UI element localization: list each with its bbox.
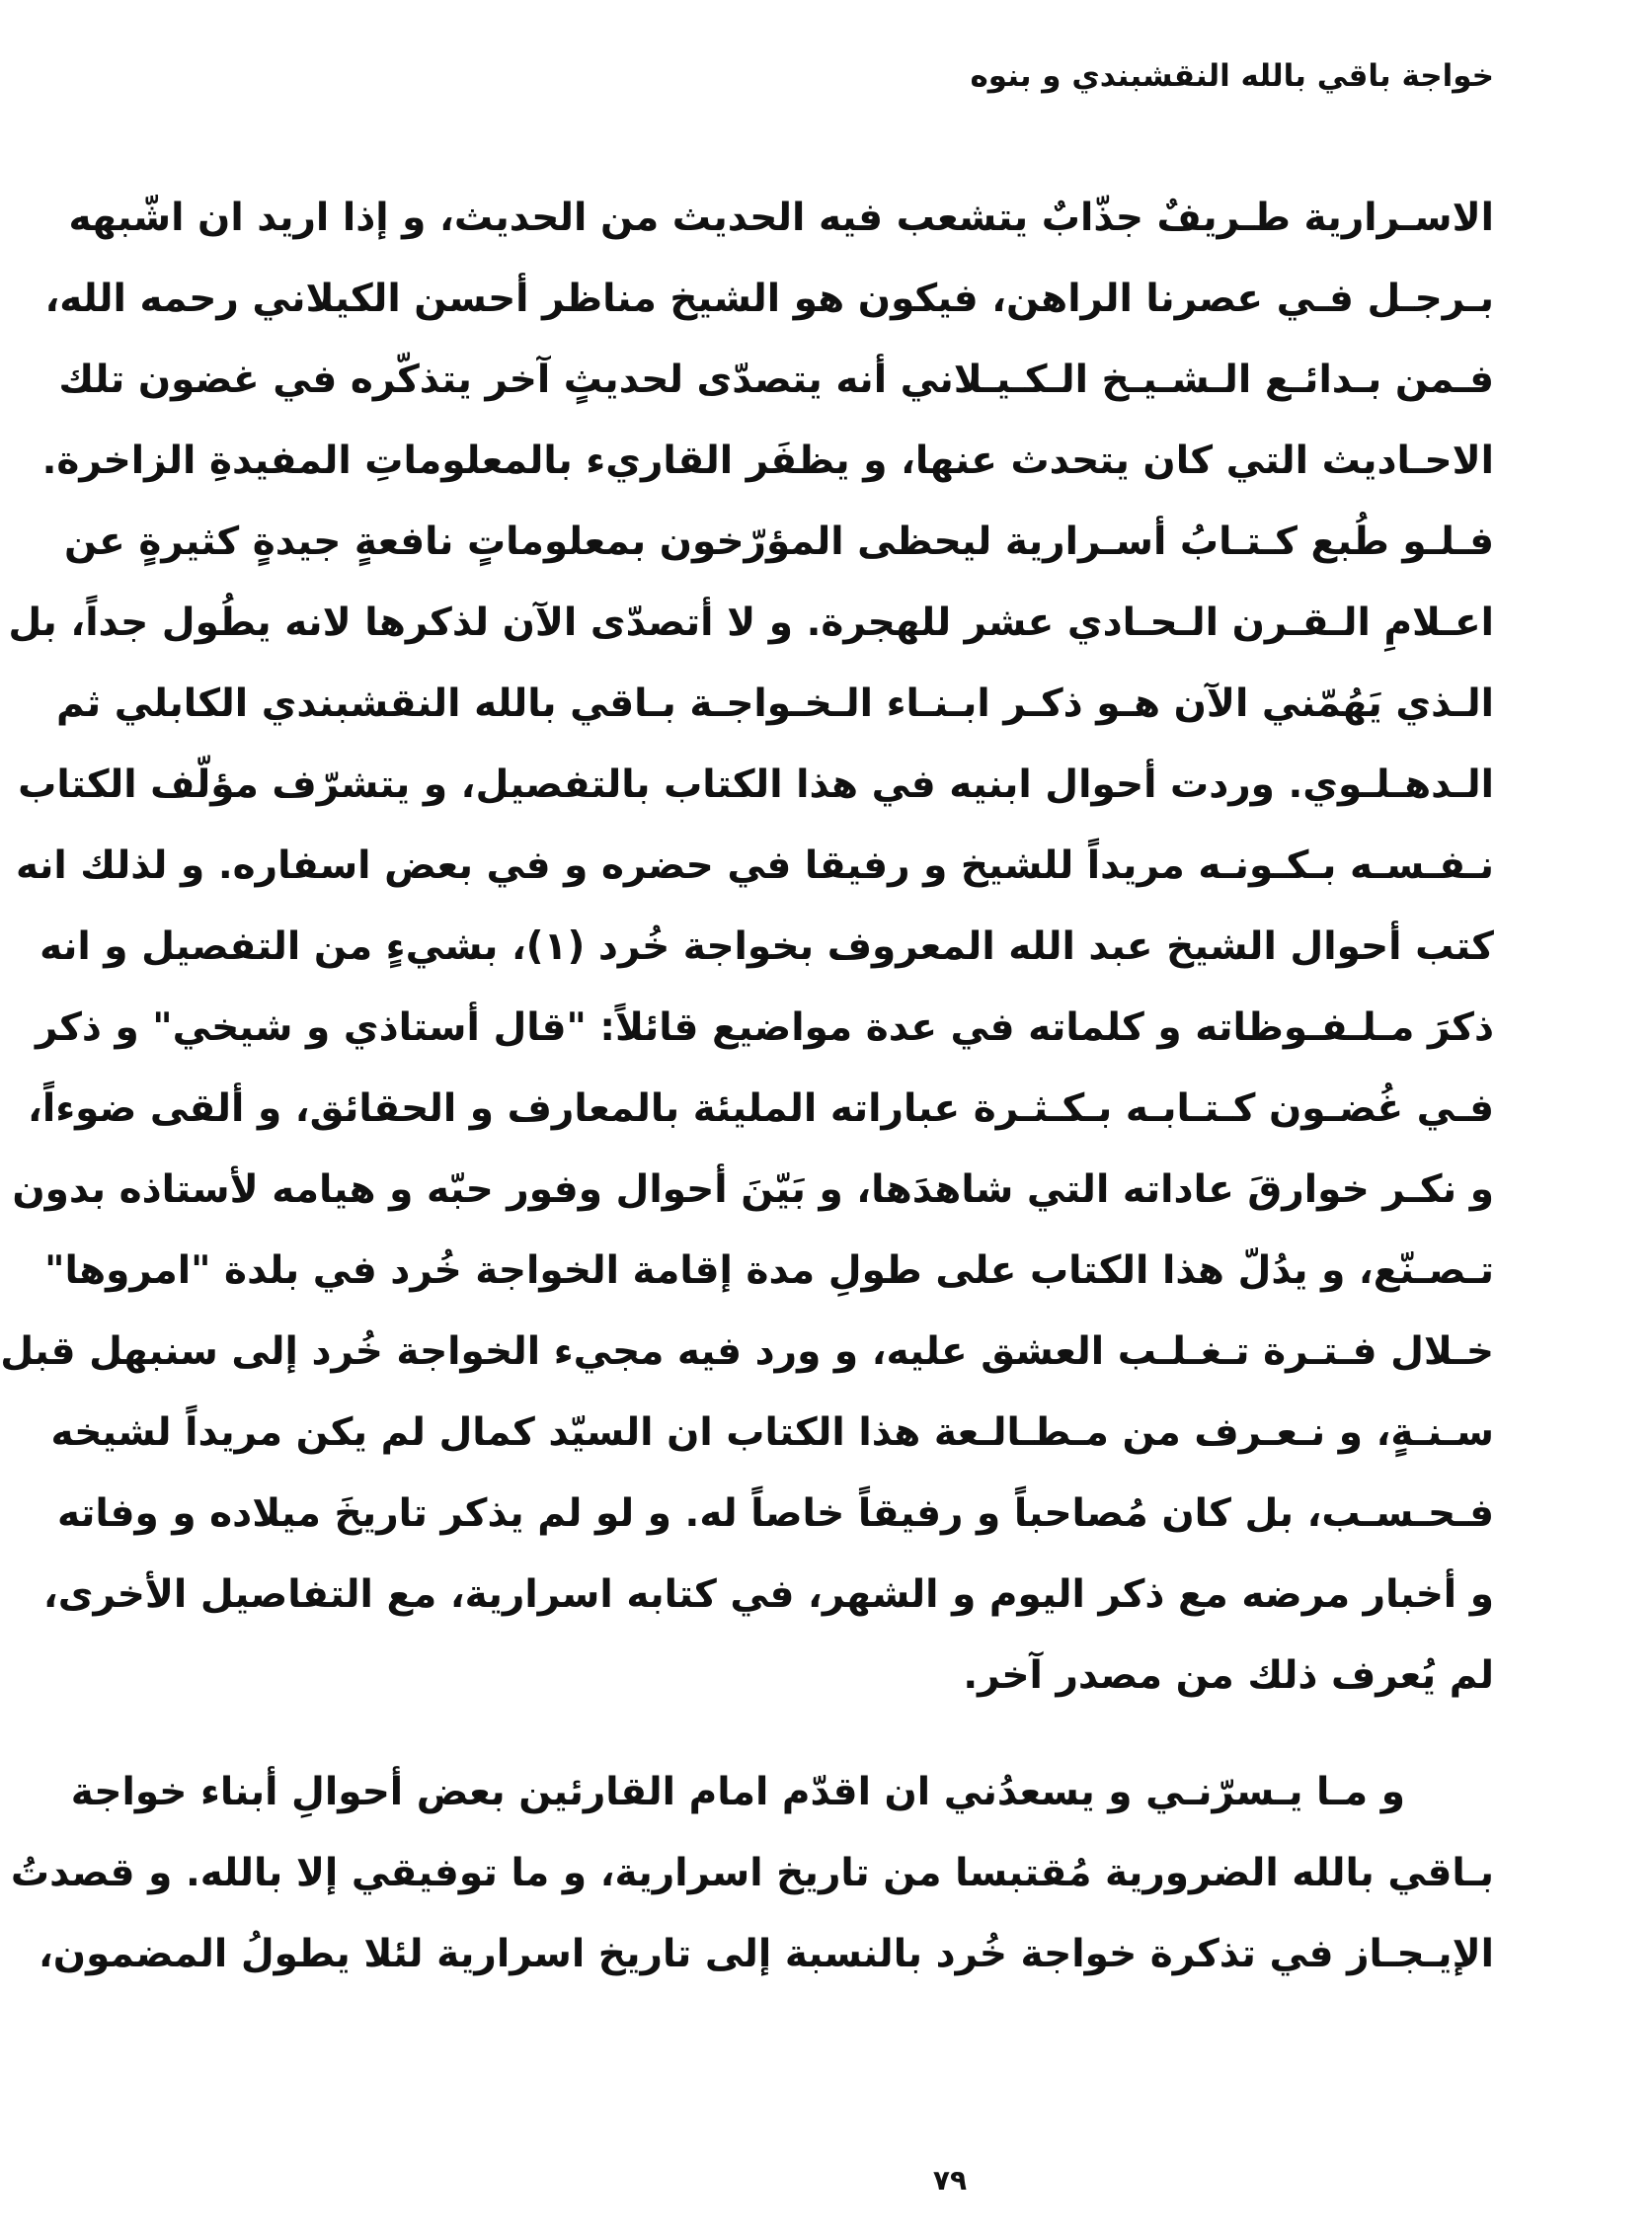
text-line: ذكرَ مـلـفـوظاته و كلماته في عدة مواضيع قائلاً: "قال أستاذي و شيخي" و ذكر — [35, 1005, 1494, 1050]
running-header: خواجة باقي بالله النقشبندي و بنوه — [970, 58, 1494, 94]
page-number: ٧٩ — [932, 2164, 968, 2197]
paragraph — [0, 178, 1494, 1717]
text-line: اعـلامِ الـقـرن الـحـادي عشر للهجرة. و لا أتصدّى الآن لذكرها لانه يطُول جداً، بل — [8, 600, 1494, 645]
text-line: فـمن بـدائـع الـشـيـخ الـكـيـلاني أنه يتصدّى لحديثٍ آخر يتذكّره في غضون تلك — [58, 358, 1494, 402]
paragraph — [10, 1752, 1494, 1995]
text-line: فـي غُضـون كـتـابـه بـكـثـرة عباراته المليئة بالمعارف و الحقائق، و ألقى ضوءاً، — [28, 1086, 1494, 1131]
text-line: تـصـنّع، و يدُلّ هذا الكتاب على طولِ مدة إقامة الخواجة خُرد في بلدة "امروها" — [44, 1248, 1494, 1293]
text-line: كتب أحوال الشيخ عبد الله المعروف بخواجة خُرد (١)، بشيءٍ من التفصيل و انه — [39, 924, 1494, 969]
text-line: فـحـسـب، بل كان مُصاحباً و رفيقاً خاصاً له. و لو لم يذكر تاريخَ ميلاده و وفاته — [57, 1491, 1494, 1536]
text-line: فـلـو طُبع كـتـابُ أسـرارية ليحظى المؤرّخون بمعلوماتٍ نافعةٍ جيدةٍ كثيرةٍ عن — [64, 520, 1494, 564]
text-line: سـنـةٍ، و نـعـرف من مـطـالـعة هذا الكتاب ان السيّد كمال لم يكن مريداً لشيخه — [50, 1410, 1494, 1455]
text-line: الـذي يَهُمّني الآن هـو ذكـر ابـنـاء الـخـواجـة بـاقي بالله النقشبندي الكابلي ثم — [55, 681, 1494, 726]
text-line: بـرجـل فـي عصرنا الراهن، فيكون هو الشيخ مناظر أحسن الكيلاني رحمه الله، — [44, 277, 1494, 321]
text-line: و أخبار مرضه مع ذكر اليوم و الشهر، في كتابه اسرارية، مع التفاصيل الأخرى، — [42, 1572, 1494, 1617]
text-line: و مـا يـسرّنـي و يسعدُني ان اقدّم امام القارئين بعض أحوالِ أبناء خواجة — [70, 1770, 1405, 1814]
text-line: و نكـر خوارقَ عاداته التي شاهدَها، و بَيّنَ أحوال وفور حبّه و هيامه لأستاذه بدون — [12, 1167, 1494, 1212]
text-line: لم يُعرف ذلك من مصدر آخر. — [963, 1653, 1494, 1698]
text-line: بـاقي بالله الضرورية مُقتبسا من تاريخ اسرارية، و ما توفيقي إلا بالله. و قصدتُ — [10, 1851, 1494, 1895]
text-line: الـدهـلـوي. وردت أحوال ابنيه في هذا الكتاب بالتفصيل، و يتشرّف مؤلّف الكتاب — [18, 762, 1494, 807]
text-line: الإيـجـاز في تذكرة خواجة خُرد بالنسبة إلى تاريخ اسرارية لئلا يطولُ المضمون، — [38, 1932, 1494, 1976]
text-line: خـلال فـتـرة تـغـلـب العشق عليه، و ورد فيه مجيء الخواجة خُرد إلى سنبهل قبل — [0, 1329, 1494, 1374]
text-line: الاحـاديث التي كان يتحدث عنها، و يظفَر القاريء بالمعلوماتِ المفيدةِ الزاخرة. — [41, 439, 1494, 483]
body-text — [0, 178, 1494, 1995]
text-line: الاسـرارية طـريفٌ جذّابٌ يتشعب فيه الحديث من الحديث، و إذا اريد ان اشّبهه — [68, 196, 1494, 240]
text-line: نـفـسـه بـكـونـه مريداً للشيخ و رفيقا في حضره و في بعض اسفاره. و لذلك انه — [16, 843, 1494, 888]
